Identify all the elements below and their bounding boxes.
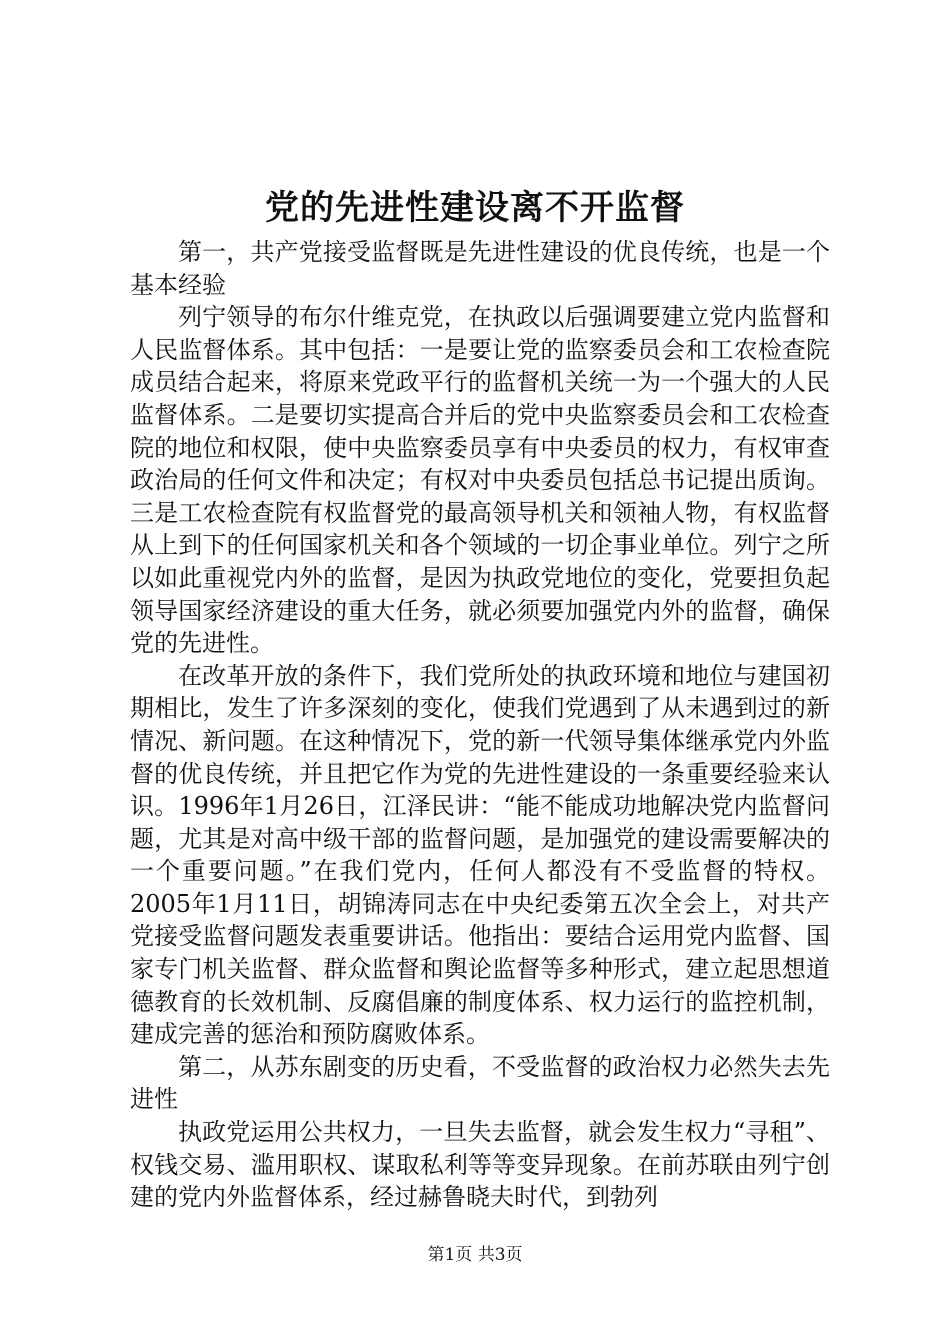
body-paragraph-power: 执政党运用公共权力，一旦失去监督，就会发生权力“寻租”、权钱交易、滥用职权、谋取私利等等变异现象。在前苏联由列宁创建的党内外监督体系，经过赫鲁晓夫时代，到勃列 bbox=[130, 1118, 830, 1212]
heading-paragraph-1: 第一，共产党接受监督既是先进性建设的优良传统，也是一个基本经验 bbox=[130, 238, 830, 299]
page-number-footer: 第1页 共3页 bbox=[427, 1245, 523, 1265]
body-paragraph-lenin: 列宁领导的布尔什维克党，在执政以后强调要建立党内监督和人民监督体系。其中包括：一是要让党的监察委员会和工农检查院成员结合起来，将原来党政平行的监督机关统一为一个强大的人民监督体系。二是要切实提高合并后的党中央监察委员会和工农检查院的地位和权限，使中央监察委员享有中央委员的权力，有权审查政治局的任何文件和决定；有权对中央委员包括总书记提出质询。三是工农检查院有权监督党的最高领导机关和领袖人物，有权监督从上到下的任何国家机关和各个领域的一切企事业单位。列宁之所以如此重视党内外的监督，是因为执政党地位的变化，党要担负起领导国家经济建设的重大任务，就必须要加强党内外的监督，确保党的先进性。 bbox=[130, 303, 830, 658]
document-body bbox=[130, 236, 830, 1214]
heading-paragraph-2: 第二，从苏东剧变的历史看，不受监督的政治权力必然失去先进性 bbox=[130, 1052, 830, 1114]
document-title: 党的先进性建设离不开监督 bbox=[265, 188, 685, 228]
body-paragraph-reform: 在改革开放的条件下，我们党所处的执政环境和地位与建国初期相比，发生了许多深刻的变化，使我们党遇到了从未遇到过的新情况、新问题。在这种情况下，党的新一代领导集体继承党内外监督的优良传统，并且把它作为党的先进性建设的一条重要经验来认识。1996年1月26日，江泽民讲：“能不能成功地解决党内监督问题，尤其是对高中级干部的监督问题，是加强党的建设需要解决的一个重要问题。”在我们党内，任何人都没有不受监督的特权。2005年1月11日，胡锦涛同志在中央纪委第五次全会上，对共产党接受监督问题发表重要讲话。他指出：要结合运用党内监督、国家专门机关监督、群众监督和舆论监督等多种形式，建立起思想道德教育的长效机制、反腐倡廉的制度体系、权力运行的监控机制，建成完善的惩治和预防腐败体系。 bbox=[130, 661, 830, 1049]
